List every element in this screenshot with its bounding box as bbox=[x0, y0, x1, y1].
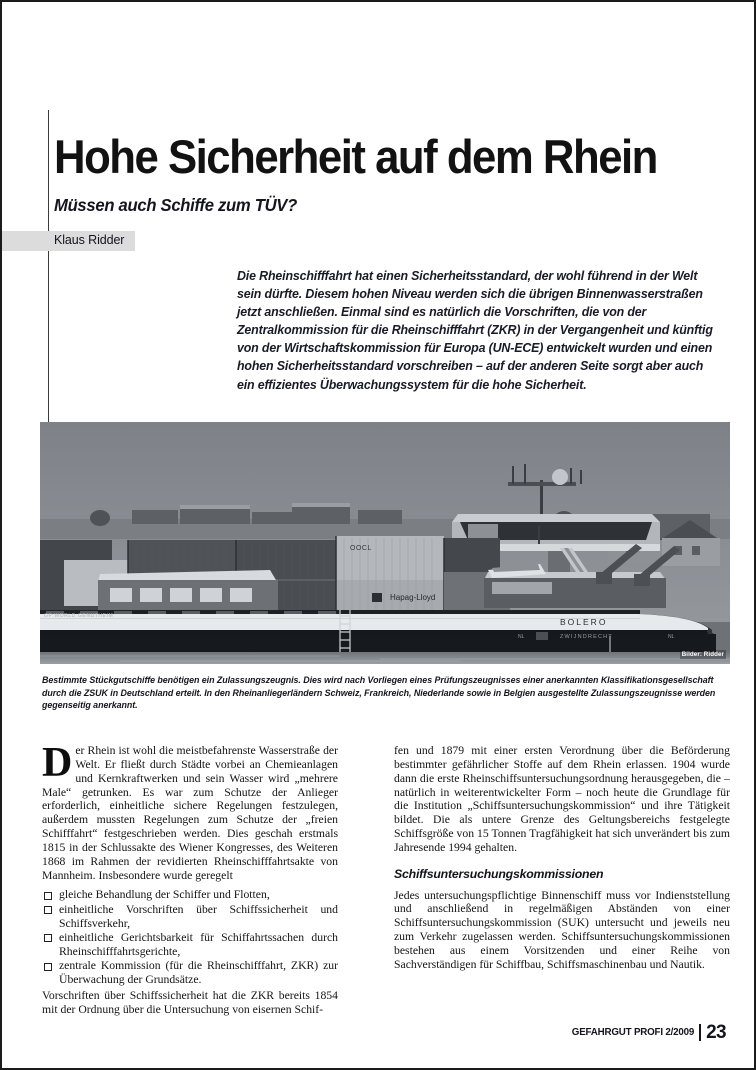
page-title: Hohe Sicherheit auf dem Rhein bbox=[54, 130, 657, 184]
body-paragraph: Vorschriften über Schiffssicherheit hat die ZKR bereits 1854 mit der Ordnung über die Untersuchung von eisernen Schif- bbox=[42, 988, 338, 1016]
photo-caption: Bestimmte Stückgutschiffe benötigen ein Zulassungszeugnis. Dies wird nach Vorliegen eines Prüfungszeugnisses einer anerkannten Klassifikationsgesellschaft durch die ZSUK in Deutschland erteilt. In den Rheinanliegerländern Schweiz, Frankreich, Niederlande sowie in Belgien ausgestellte Zulassungszeugnisse werden gegenseitig anerkannt. bbox=[42, 675, 716, 711]
section-heading: Schiffsuntersuchungskommissionen bbox=[394, 866, 604, 881]
body-paragraph: Jedes untersuchungspflichtige Binnenschiff muss vor Indienststellung und anschließend in regelmäßigen Abständen von einer Schiffsuntersuchungskommission (SUK) untersucht und jeweils neu zum Verkehr zugelassen werden. Schiffsuntersuchungskommissionen bestehen aus einem Vorsitzenden und einer Reihe von Sachverständigen für Schiffbau, Schiffsmaschinenbau und Nautik. bbox=[394, 888, 730, 971]
page-subtitle: Müssen auch Schiffe zum TÜV? bbox=[54, 194, 297, 215]
svg-text:NL: NL bbox=[668, 634, 675, 640]
publication-name: GEFAHRGUT PROFI 2/2009 bbox=[571, 1027, 695, 1038]
article-photo bbox=[40, 422, 730, 664]
list-item bbox=[42, 931, 338, 959]
list-item-label: einheitliche Vorschriften über Schiffssicherheit und Schiffsverkehr, bbox=[59, 902, 338, 930]
checkbox-icon bbox=[44, 892, 52, 900]
svg-text:OOCL: OOCL bbox=[350, 545, 372, 552]
svg-text:BOLERO: BOLERO bbox=[560, 617, 608, 627]
list-item bbox=[42, 888, 338, 902]
svg-text:NL: NL bbox=[518, 634, 525, 640]
drop-cap: D bbox=[42, 740, 73, 786]
svg-text:ZWIJNDRECHT: ZWIJNDRECHT bbox=[560, 634, 613, 640]
page-footer bbox=[564, 1024, 726, 1041]
body-paragraph bbox=[42, 740, 338, 882]
checkbox-icon bbox=[44, 906, 52, 914]
list-item-label: einheitliche Gerichtsbarkeit für Schiffahrtssachen durch Rheinschifffahrtsgerichte, bbox=[59, 930, 338, 958]
body-column-right bbox=[394, 744, 730, 972]
svg-text:Hapag-Lloyd: Hapag-Lloyd bbox=[390, 593, 436, 602]
list-item bbox=[42, 959, 338, 987]
page-number: 23 bbox=[706, 1022, 726, 1043]
lead-paragraph: Die Rheinschifffahrt hat einen Sicherheitsstandard, der wohl führend in der Welt sein dürfte. Diesem hohen Niveau werden sich die übrigen Binnenwasserstraßen jetzt anschließen. Einmal sind es natürlich die Vorschriften, die von der Zentralkommission für die Rheinschifffahrt (ZKR) in der Vergangenheit und künftig von der Wirtschaftskommission für Europa (UN-ECE) entwickelt wurden und einen hohen Sicherheitsstandard vorschreiben – auf der anderen Seite sorgt aber auch ein effizientes Überwachungssystem für die hohe Sicherheit. bbox=[237, 269, 713, 392]
header-vertical-rule bbox=[48, 110, 49, 422]
author-name: Klaus Ridder bbox=[54, 233, 125, 247]
body-paragraph: fen und 1879 mit einer ersten Verordnung über die Beförderung bestimmter gefährlicher Stoffe auf dem Rhein erlassen. 1904 wurde dann die erste Rheinschiffsuntersuchungsordnung herausgegeben, die – natürlich in weiterentwickelter Form – noch heute die Grundlage für die Institution „Schiffsuntersuchungskommission“ und ihre Tätigkeit bildet. Die als untere Grenze des Geltungsbereichs festgelegte Schiffsgröße von 15 Tonnen Tragfähigkeit hat sich unverändert bis zum Jahresende 1994 gehalten. bbox=[394, 744, 730, 854]
footer-divider bbox=[699, 1024, 701, 1041]
list-item-label: gleiche Behandlung der Schiffer und Flotten, bbox=[59, 888, 270, 902]
list-item bbox=[42, 903, 338, 931]
photo-credit: Bilder: Ridder bbox=[681, 651, 724, 658]
photo-artwork bbox=[40, 422, 730, 664]
svg-text:GP WORLD GENUTHEIM: GP WORLD GENUTHEIM bbox=[44, 613, 114, 619]
body-column-left bbox=[42, 740, 338, 1017]
body-paragraph-text: er Rhein ist wohl die meistbefahrenste Wasserstraße der Welt. Er fließt durch Städte vorbei an Chemieanlagen und Kernkraftwerken und sein Wasser wird „mehrere Male“ getrunken. Es war zum Schutze der Anlieger erforderlich, einheitliche sichere Regelungen festzulegen, außerdem mussten Regelungen zum Schutze der „freien Schifffahrt“ festgeschrieben werden. Dies geschah erstmals 1815 in der Schlussakte des Wiener Kongresses, des Weiteren 1868 im Rahmen der revidierten Rheinschifffahrtsakte von Mannheim. Insbesondere wurde geregelt bbox=[42, 744, 338, 882]
checkbox-icon bbox=[44, 963, 52, 971]
list-item-label: zentrale Kommission (für die Rheinschifffahrt, ZKR) zur Überwachung der Grundsätze. bbox=[59, 959, 338, 986]
checkbox-icon bbox=[44, 934, 52, 942]
requirements-list bbox=[42, 888, 338, 986]
